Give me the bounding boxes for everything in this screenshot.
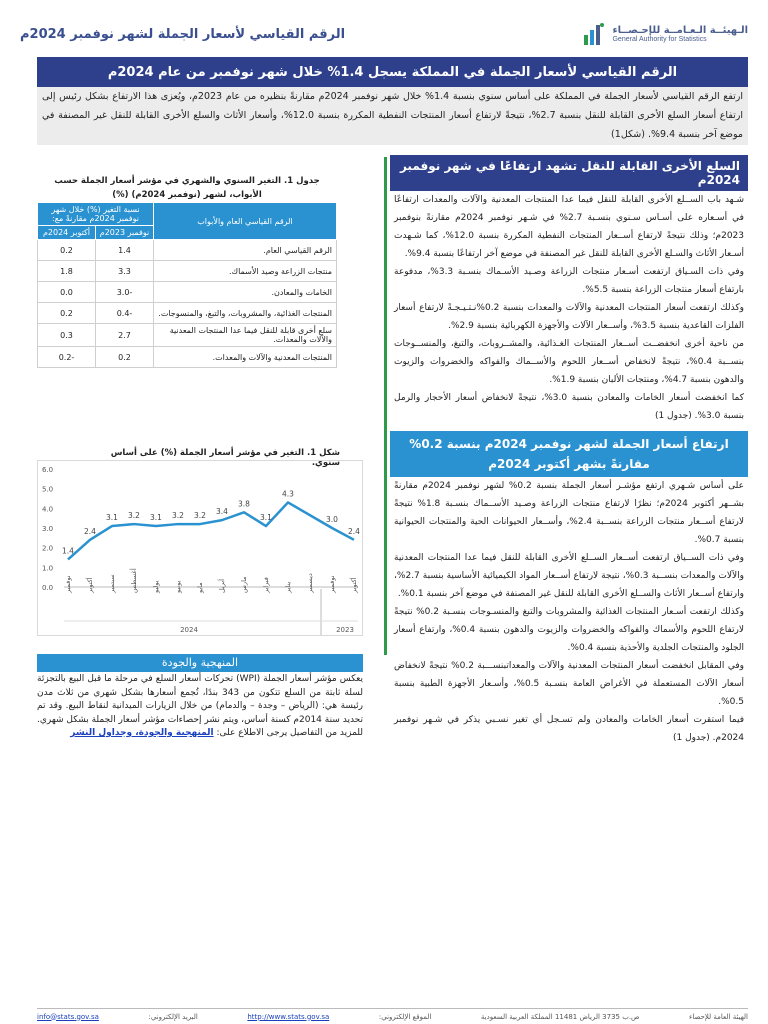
- paragraph: وفي المقابل انخفضت أسعار المنتجات المعدنية والآلات والمعداتبنســـبة 0.2% نتيجةً لانخفاض أسعار الآلات المستعملة في الأغراض العامة بنسـبة 0.5%، وأسـعار الأجهزة الطبية بنسبة 0.5%.: [394, 661, 745, 707]
- paragraph: وفي ذات الســياق ارتفعت أســعار الســلع الأخرى القابلة للنقل فيما عدا المنتجات المعدنية والآلات والمعدات بنســبة 0.3%، نتيجة لارتفاع أســعار المواد الكيميائية الأساسية بنسبة 2.7%، وارتفاع أســعار الأثاث والســلع الأخرى القابلة للنقل غير المصنفة في موضع آخر بنسبة 0.1%.: [394, 553, 744, 599]
- footer-site-label: الموقع الإلكتروني:: [378, 1012, 432, 1021]
- x-tick-label: يونيو: [174, 580, 182, 593]
- data-label: 4.3: [282, 489, 294, 499]
- section-heading-monthly: ارتفاع أسعار الجملة لشهر نوفمبر 2024م بنسبة 0.2% مقارنةً بشهر أكتوبر 2024م: [390, 431, 748, 477]
- methodology-body: يعكس مؤشر أسعار الجملة (WPI) تحركات أسعار السلع في مرحلة ما قبل البيع بالتجزئة لسلة ثابتة من السلع تتكون من 343 بندًا، تُجمع أسعارها بشكل شهري من ثلاث مدن رئيسة هي: (الرياض – وجدة – والدمام) من خلال الزيارات الميدانية لنقاط البيع. وقد تم تحديد سنة 2014م كسنة أساس، ويتم نشر إحصاءات مؤشر أسعار الجملة بشكل شهري. للمزيد من التفاصيل يرجى الاطلاع على:: [37, 674, 363, 738]
- data-label: 3.2: [194, 511, 206, 521]
- cell-nov: 2.7: [96, 324, 154, 347]
- row-label: المنتجات الغذائية، والمشروبات، والتبغ، والمنسوجات.: [154, 303, 337, 324]
- x-tick-label: مايو: [196, 582, 204, 593]
- row-label: الخامات والمعادن.: [154, 282, 337, 303]
- paragraph: شـهد باب الســلع الأخرى القابلة للنقل فيما عدا المنتجات المعدنية والآلات والمعدات ارتفاعًا في أسـعاره على أسـاس سـنوي بنسـبة 2.7% في شـهر نوفمبر 2024م مقارنةً بنوفمبر 2023م؛ وذلك نتيجةً لارتفاع أســعار المنتجات النفطية المكررة بنسبة 12.0%، كما شـهدت أسـعار الأثاث والسـلع الأخرى القابلة للنقل غير المصنفة في موضع آخر ارتفاعًا بنسبة 9.4%.: [394, 195, 744, 259]
- cell-nov: 1.4: [96, 240, 154, 261]
- x-tick-label: ديسمبر: [306, 573, 314, 593]
- footer-email-label: البريد الإلكتروني:: [148, 1012, 198, 1021]
- cell-oct: 1.8: [38, 261, 96, 282]
- data-label: 2.4: [348, 526, 360, 536]
- x-tick-label: نوفمبر: [64, 575, 72, 593]
- row-label: الرقم القياسي العام.: [154, 240, 337, 261]
- paragraph: وكذلك ارتفعت أسعار المنتجات المعدنية والآلات والمعدات بنسبة 0.2%نـتـيـجـةً لارتفاع أسعار الفلزات القاعدية بنسبة 3.5%، وأســعار الآلات والأجهزة الكهربائية بنسبة 2.9%.: [394, 303, 744, 331]
- gastat-logo: [582, 21, 748, 47]
- data-label: 1.4: [62, 546, 74, 556]
- x-tick-label: سبتمبر: [108, 574, 116, 593]
- section-heading-annual: السلع الأخرى القابلة للنقل تشهد ارتفاعًا في شهر نوفمبر 2024م: [390, 155, 748, 191]
- x-tick-label: أبريل: [218, 579, 226, 593]
- table-row: [38, 261, 337, 282]
- table-title: جدول 1. التغير السنوي والشهري في مؤشر أسعار الجملة حسب الأبواب، لشهر (نوفمبر 2024م) (%): [54, 176, 320, 200]
- series-line: [68, 502, 354, 559]
- gastat-logo-icon: [582, 21, 606, 47]
- y-tick-label: 2.0: [42, 544, 54, 553]
- paragraph: من ناحية أخرى انخفضــت أســعار المنتجات الغـذائية، والمشــروبات، والتبغ، والمنســوجات بنســبة 0.4%، نتيجةً لانخفاض أســعار اللحوم والأســماك والفواكه والخضروات والزيوت والدهون بنسبة 4.7%، ومنتجات الألبان بنسبة 1.9%.: [394, 339, 744, 385]
- cell-oct: 0.2: [38, 240, 96, 261]
- paragraph: على أساس شـهري ارتفع مؤشـر أسعار الجملة بنسبة 0.2% لشهر نوفمبر 2024م مقارنةً بشــهر أكتوبر 2024م؛ نظرًا لارتفاع منتجات الزراعة وصـيد الأســماك بنسـبة 1.8% نتيجةً لارتفاع أســعار منتجات الزراعة بنســبة 2.4%، وأســعار الحيوانات الحية والمنتجات الحيوانية بنسبة 0.7%.: [394, 481, 745, 545]
- headline-banner: الرقم القياسي لأسعار الجملة في المملكة يسجل 1.4% خلال شهر نوفمبر من عام 2024م: [37, 57, 748, 87]
- y-tick-label: 3.0: [42, 525, 54, 533]
- table-row: [38, 347, 337, 368]
- x-tick-label: أكتوبر: [86, 577, 94, 593]
- x-tick-label: فبراير: [262, 577, 270, 593]
- cell-nov: -0.4: [96, 303, 154, 324]
- footer-email-link[interactable]: info@stats.gov.sa: [37, 1012, 99, 1021]
- data-label: 3.4: [216, 507, 228, 517]
- footer-address: ص.ب 3735 الرياض 11481 المملكة العربية السعودية: [480, 1012, 640, 1021]
- y-tick-label: 1.0: [42, 564, 54, 573]
- page-header: [20, 14, 748, 54]
- x-tick-label: مارس: [240, 576, 248, 593]
- table-header-group: نسبة التغير (%) خلال شهر نوفمبر 2024م مقارنةً مع:: [38, 203, 154, 226]
- x-tick-label: يوليو: [152, 580, 160, 593]
- cell-oct: 0.2: [38, 303, 96, 324]
- x-tick-label: يناير: [284, 581, 292, 593]
- paragraph: فيما استقرت أسعار الخامات والمعادن ولم تسـجل أي تغير نسـبي يذكر في شـهر نوفمبر 2024م. (جدول 1): [394, 715, 744, 743]
- x-tick-label: أغسطس: [130, 568, 138, 593]
- y-tick-label: 0.0: [42, 584, 54, 592]
- cell-nov: -3.0: [96, 282, 154, 303]
- yoy-line-chart: [37, 460, 363, 636]
- year-label: 2023: [336, 626, 354, 634]
- methodology-link[interactable]: المنهجية والجودة، وجداول النشر: [70, 728, 214, 738]
- row-label: منتجات الزراعة وصيد الأسماك.: [154, 261, 337, 282]
- table-row: [38, 324, 337, 347]
- data-label: 2.4: [84, 526, 96, 536]
- data-label: 3.0: [326, 515, 338, 524]
- analysis-column: [390, 155, 748, 747]
- cell-nov: 3.3: [96, 261, 154, 282]
- table-row: [38, 240, 337, 261]
- report-title: الرقم القياسي لأسعار الجملة لشهر نوفمبر 2024م: [20, 26, 346, 42]
- row-label: المنتجات المعدنية والآلات والمعدات.: [154, 347, 337, 368]
- chart-title: شكل 1. التغير في مؤشر أسعار الجملة (%) على أساس سنوي.: [110, 448, 340, 468]
- paragraph: وفي ذات السـياق ارتفعت أسـعار منتجات الزراعة وصـيد الأسـماك بنسـبة 3.3%، مدفوعة بارتفاع أسعار منتجات الزراعة بنسبة 5.5%.: [394, 267, 744, 295]
- data-label: 3.1: [106, 513, 118, 523]
- year-label: 2024: [180, 626, 198, 634]
- cell-nov: 0.2: [96, 347, 154, 368]
- y-tick-label: 4.0: [42, 505, 54, 514]
- cell-oct: -0.2: [38, 347, 96, 368]
- footer-site-link[interactable]: http://www.stats.gov.sa: [247, 1012, 330, 1021]
- logo-arabic-text: الـهيئــة الـعـامــة للإحـصــاء: [612, 25, 748, 36]
- table-row: [38, 282, 337, 303]
- table-row: [38, 303, 337, 324]
- chart-svg: [38, 461, 364, 637]
- change-table: [37, 202, 337, 368]
- footer-org: الهيئة العامة للإحصاء: [689, 1012, 748, 1021]
- methodology-text: [37, 673, 363, 741]
- data-label: 3.2: [172, 511, 184, 521]
- page-footer: [37, 1008, 748, 1022]
- methodology-heading: المنهجية والجودة: [37, 654, 363, 672]
- y-tick-label: 6.0: [42, 466, 54, 474]
- table-header-nov: نوفمبر 2023م: [96, 226, 154, 240]
- paragraph: كما انخفضت أسعار الخامات والمعادن بنسبة 3.0%، نتيجةً لانخفاض أسعار الأحجار والرمل بنسبة 3.0%. (جدول 1): [394, 393, 744, 421]
- table-header-sections: الرقم القياسي العام والأبواب: [154, 203, 337, 240]
- data-label: 3.8: [238, 499, 250, 509]
- column-accent-bar: [384, 157, 387, 655]
- intro-paragraph: ارتفع الرقم القياسي لأسعار الجملة في المملكة على أساس سنوي بنسبة 1.4% خلال شهر نوفمبر 2024م مقارنةً بنظيره من عام 2023م، ويُعزى هذا الارتفاع بشكل رئيس إلى ارتفاع أسعار السلع الأخرى القابلة للنقل بنسبة 2.7%، نتيجةً لارتفاع أسعار المنتجات النفطية المكررة بنسبة 12.0%، وأسعار الأثاث والسلع الأخرى القابلة للنقل غير المصنفة في موضع آخر بنسبة 9.4%. (شكل1): [37, 87, 748, 145]
- paragraph: وكذلك ارتفعت أسـعار المنتجات الغذائية والمشروبات والتبغ والمنسـوجات بنسـبة 0.2% نتيجةً لارتفاع اللحوم والأسماك والفواكه والخضروات والزيوت والدهون بنسبة 0.4%، وارتفاع أسعار الجلود والمنتجات الجلدية والأحذية بنسبة 0.4%.: [394, 607, 745, 653]
- cell-oct: 0.0: [38, 282, 96, 303]
- data-label: 3.1: [150, 513, 162, 523]
- x-tick-label: أكتوبر: [350, 577, 358, 593]
- table-header-oct: أكتوبر 2024م: [38, 226, 96, 240]
- y-tick-label: 5.0: [42, 485, 54, 494]
- logo-english-text: General Authority for Statistics: [612, 36, 707, 43]
- data-label: 3.2: [128, 511, 140, 521]
- data-label: 3.1: [260, 513, 272, 523]
- row-label: سلع أخرى قابلة للنقل فيما عدا المنتجات المعدنية والآلات والمعدات.: [154, 324, 337, 347]
- cell-oct: 0.3: [38, 324, 96, 347]
- x-tick-label: نوفمبر: [328, 575, 336, 593]
